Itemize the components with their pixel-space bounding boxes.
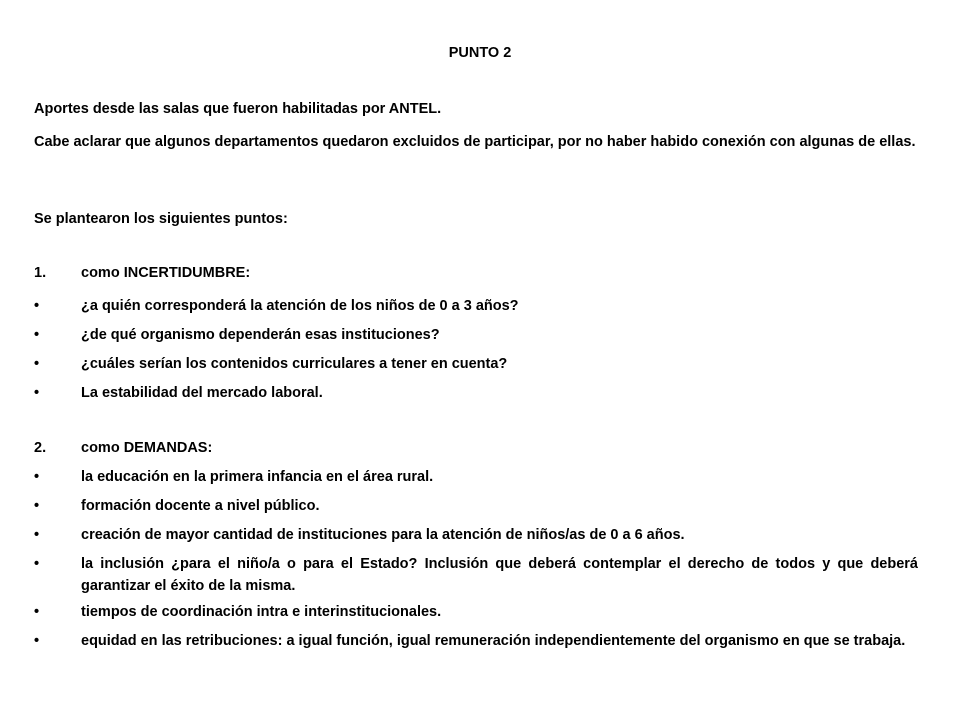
section1-heading [34,262,918,284]
list-item-text: equidad en las retribuciones: a igual función, igual remuneración independientemente del organismo en que se trabaja. [81,633,906,649]
list-item-text: tiempos de coordinación intra e interinstitucionales. [81,604,442,620]
list-item [34,495,918,517]
list-item-text: La estabilidad del mercado laboral. [81,385,323,401]
list-item [34,353,918,375]
bullet-icon: • [34,469,40,485]
intro-line-antel: Aportes desde las salas que fueron habilitadas por ANTEL. [34,101,442,117]
list-item-text: ¿de qué organismo dependerán esas instituciones? [81,327,440,343]
page-title: PUNTO 2 [448,45,512,61]
list-item-text: ¿cuáles serían los contenidos curriculares a tener en cuenta? [81,356,508,372]
section1-heading-text: como INCERTIDUMBRE: [81,265,251,281]
bullet-icon: • [34,498,40,514]
bullet-icon: • [34,298,40,314]
list-item-text: la inclusión ¿para el niño/a o para el Estado? Inclusión que deberá contemplar el derecho de todos y que deberá garantizar el éxito de la misma. [81,556,918,594]
intro-points-heading: Se plantearon los siguientes puntos: [34,211,288,227]
list-item [34,553,918,597]
list-item [34,466,918,488]
list-item [34,524,918,546]
intro-clarification: Cabe aclarar que algunos departamentos quedaron excluidos de participar, por no haber habido conexión con algunas de ellas. [34,134,916,150]
list-item [34,295,918,317]
list-item [34,382,918,404]
bullet-icon: • [34,556,40,572]
list-item-text: la educación en la primera infancia en el área rural. [81,469,434,485]
section2-heading [34,437,918,459]
section1-number: 1. [34,265,47,281]
bullet-icon: • [34,385,40,401]
list-item-text: formación docente a nivel público. [81,498,320,514]
bullet-icon: • [34,527,40,543]
section2-number: 2. [34,440,47,456]
list-item [34,324,918,346]
bullet-icon: • [34,327,40,343]
bullet-icon: • [34,633,40,649]
bullet-icon: • [34,356,40,372]
list-item [34,630,918,652]
list-item [34,601,918,623]
bullet-icon: • [34,604,40,620]
list-item-text: creación de mayor cantidad de instituciones para la atención de niños/as de 0 a 6 años. [81,527,685,543]
section2-heading-text: como DEMANDAS: [81,440,213,456]
list-item-text: ¿a quién corresponderá la atención de los niños de 0 a 3 años? [81,298,519,314]
